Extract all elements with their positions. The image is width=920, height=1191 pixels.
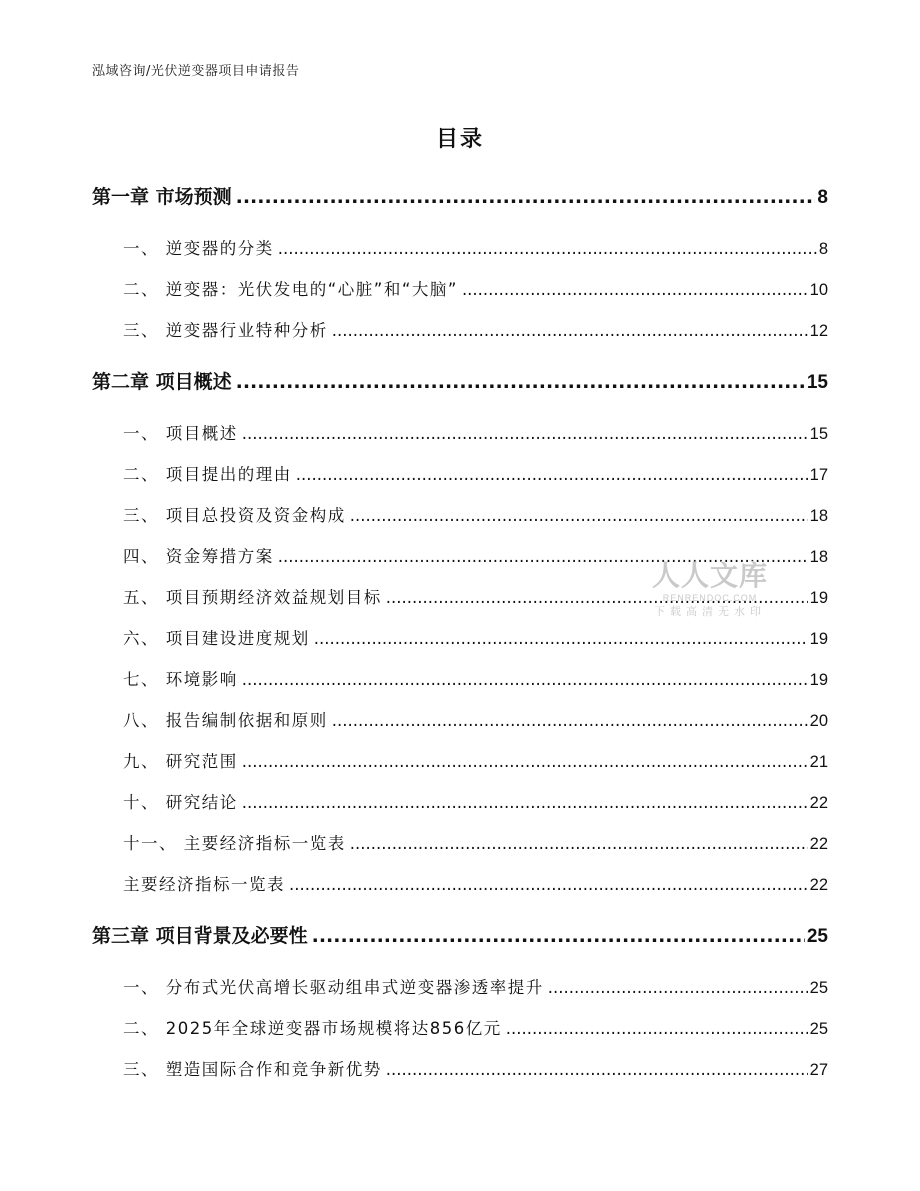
toc-entry-section[interactable] <box>123 707 828 731</box>
toc-entry-section[interactable] <box>123 584 828 608</box>
toc-entry-section[interactable] <box>123 461 828 485</box>
dot-leader <box>312 925 805 947</box>
toc-page-number: 19 <box>809 630 828 648</box>
toc-entry-label: 一、 项目概述 <box>123 424 238 443</box>
toc-entry-section[interactable] <box>123 830 828 854</box>
toc-entry-section[interactable] <box>123 420 828 444</box>
toc-entry-label: 一、 逆变器的分类 <box>123 239 274 258</box>
toc-entry-section[interactable] <box>123 1056 828 1080</box>
dot-leader <box>350 834 808 853</box>
toc-entry-section[interactable] <box>123 317 828 341</box>
watermark-subtitle: 下载高清无水印 <box>654 605 766 618</box>
toc-entry-label: 十一、 主要经济指标一览表 <box>123 834 346 853</box>
toc-page-number: 22 <box>809 876 828 894</box>
toc-entry-section[interactable] <box>123 1015 828 1039</box>
toc-page-number: 15 <box>806 372 828 393</box>
dot-leader <box>242 752 808 771</box>
toc-entry-label: 六、 项目建设进度规划 <box>123 629 310 648</box>
toc-entry-label: 第一章 市场预测 <box>92 186 232 208</box>
toc-entry-section[interactable] <box>123 276 828 300</box>
toc-page-number: 22 <box>809 794 828 812</box>
dot-leader <box>296 465 808 484</box>
toc-entry-section[interactable] <box>123 789 828 813</box>
dot-leader <box>289 875 808 894</box>
toc-entry-section[interactable] <box>123 666 828 690</box>
page-title: 目录 <box>435 127 484 152</box>
toc-entry-label: 五、 项目预期经济效益规划目标 <box>123 588 382 607</box>
dot-leader <box>386 588 808 607</box>
dot-leader <box>278 239 817 258</box>
toc-page-number: 22 <box>809 835 828 853</box>
toc-page-number: 12 <box>809 322 828 340</box>
running-header: 泓域咨询/光伏逆变器项目申请报告 <box>92 64 300 79</box>
toc-entry-label: 主要经济指标一览表 <box>123 875 285 894</box>
toc-entry-section[interactable] <box>123 235 828 259</box>
toc-entry-label: 九、 研究范围 <box>123 752 238 771</box>
toc-entry-label: 二、 2025年全球逆变器市场规模将达856亿元 <box>123 1019 502 1038</box>
toc-entry-section[interactable] <box>123 543 828 567</box>
toc-entry-chapter[interactable] <box>92 182 828 209</box>
dot-leader <box>332 321 808 340</box>
toc-page-number: 19 <box>809 589 828 607</box>
toc-entry-label: 三、 项目总投资及资金构成 <box>123 506 346 525</box>
toc-page-number: 15 <box>809 425 828 443</box>
dot-leader <box>242 424 808 443</box>
toc-entry-label: 三、 塑造国际合作和竞争新优势 <box>123 1060 382 1079</box>
toc-page-number: 8 <box>817 187 828 208</box>
toc-entry-label: 二、 项目提出的理由 <box>123 465 292 484</box>
dot-leader <box>332 711 808 730</box>
dot-leader <box>236 186 816 208</box>
dot-leader <box>506 1019 808 1038</box>
toc-page-number: 21 <box>809 753 828 771</box>
dot-leader <box>548 978 808 997</box>
toc-page-number: 17 <box>809 466 828 484</box>
toc-entry-label: 十、 研究结论 <box>123 793 238 812</box>
toc-entry-label: 八、 报告编制依据和原则 <box>123 711 328 730</box>
dot-leader <box>462 280 808 299</box>
toc-page-number: 25 <box>806 926 828 947</box>
toc-entry-section[interactable] <box>123 871 828 895</box>
dot-leader <box>278 547 808 566</box>
toc-page-number: 18 <box>809 548 828 566</box>
toc-entry-section[interactable] <box>123 502 828 526</box>
toc-page-number: 27 <box>809 1061 828 1079</box>
watermark-url: RENRENDOC.COM <box>662 593 758 603</box>
toc-entry-label: 第三章 项目背景及必要性 <box>92 925 308 947</box>
watermark-logo-text: 人人文库 <box>651 559 768 592</box>
toc-entry-chapter[interactable] <box>92 367 828 394</box>
dot-leader <box>314 629 808 648</box>
toc-entry-chapter[interactable] <box>92 921 828 948</box>
toc-entry-label: 四、 资金筹措方案 <box>123 547 274 566</box>
toc-page-number: 8 <box>818 240 828 258</box>
toc-entry-label: 七、 环境影响 <box>123 670 238 689</box>
dot-leader <box>236 371 805 393</box>
toc-entry-section[interactable] <box>123 748 828 772</box>
toc-entry-section[interactable] <box>123 974 828 998</box>
toc-page-number: 10 <box>809 281 828 299</box>
toc-page-number: 25 <box>809 1020 828 1038</box>
toc-entry-label: 一、 分布式光伏高增长驱动组串式逆变器渗透率提升 <box>123 978 544 997</box>
toc-entry-label: 三、 逆变器行业特种分析 <box>123 321 328 340</box>
toc-page-number: 20 <box>809 712 828 730</box>
dot-leader <box>242 670 808 689</box>
toc-page-number: 18 <box>809 507 828 525</box>
toc-page-number: 19 <box>809 671 828 689</box>
toc-entry-label: 二、 逆变器：光伏发电的“心脏”和“大脑” <box>123 280 458 299</box>
dot-leader <box>386 1060 808 1079</box>
dot-leader <box>350 506 808 525</box>
dot-leader <box>242 793 808 812</box>
toc-page-number: 25 <box>809 979 828 997</box>
toc-entry-label: 第二章 项目概述 <box>92 371 232 393</box>
toc-entry-section[interactable] <box>123 625 828 649</box>
